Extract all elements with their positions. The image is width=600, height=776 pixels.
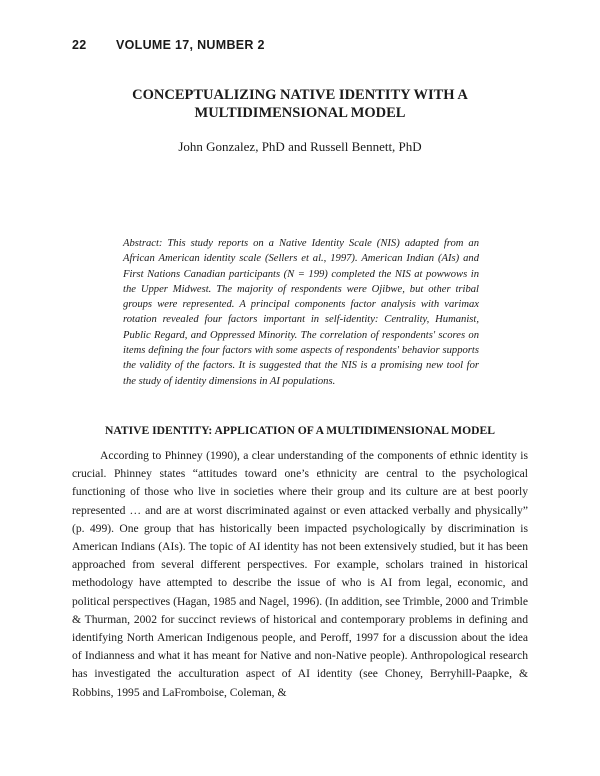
page-number: 22 [72,38,87,52]
journal-volume: VOLUME 17, NUMBER 2 [116,38,265,52]
section-heading: NATIVE IDENTITY: APPLICATION OF A MULTIDIMENSIONAL MODEL [105,424,495,437]
abstract: Abstract: This study reports on a Native Identity Scale (NIS) adapted from an African American identity scale (Sellers et al., 1997). American Indian (AIs) and First Nations Canadian participants (N = 199) completed the NIS at powwows in the Upper Midwest. The majority of respondents were Ojibwe, but other tribal groups were represented. A principal components factor analysis with varimax rotation revealed four factors important in self-identity: Centrality, Humanist, Public Regard, and Oppressed Minority. The correlation of respondents' scores on items defining the four factors with some aspects of respondents' behavior supports the validity of the factors. It is suggested that the NIS is a promising new tool for the study of identity dimensions in AI populations. [123,238,479,387]
article-authors: John Gonzalez, PhD and Russell Bennett, PhD [178,139,422,154]
body-paragraph: According to Phinney (1990), a clear understanding of the components of ethnic identity is crucial. Phinney states “attitudes toward one’s ethnicity are central to the psychological functioning of those who live in societies where their group and its culture are at best poorly represented … and are at worst discriminated against or even attacked verbally and physically” (p. 499). One group that has historically been impacted psychologically by discrimination is American Indians (AIs). The topic of AI identity has not been extensively studied, but it has been approached from several different perspectives. For example, scholars trained in historical methodology have attempted to describe the issue of who is AI from legal, economic, and political perspectives (Hagan, 1985 and Nagel, 1996). (In addition, see Trimble, 2000 and Trimble & Thurman, 2002 for succinct reviews of historical and contemporary problems in defining and identifying North American Indigenous people, and Peroff, 1997 for a discussion about the idea of Indianness and what it has meant for Native and non-Native people). Anthropological research has investigated the acculturation aspect of AI identity (see Choney, Berryhill-Paapke, & Robbins, 1995 and LaFromboise, Coleman, & [72,449,528,699]
running-header [72,38,265,52]
article-title: CONCEPTUALIZING NATIVE IDENTITY WITH A MULTIDIMENSIONAL MODEL [132,87,468,121]
